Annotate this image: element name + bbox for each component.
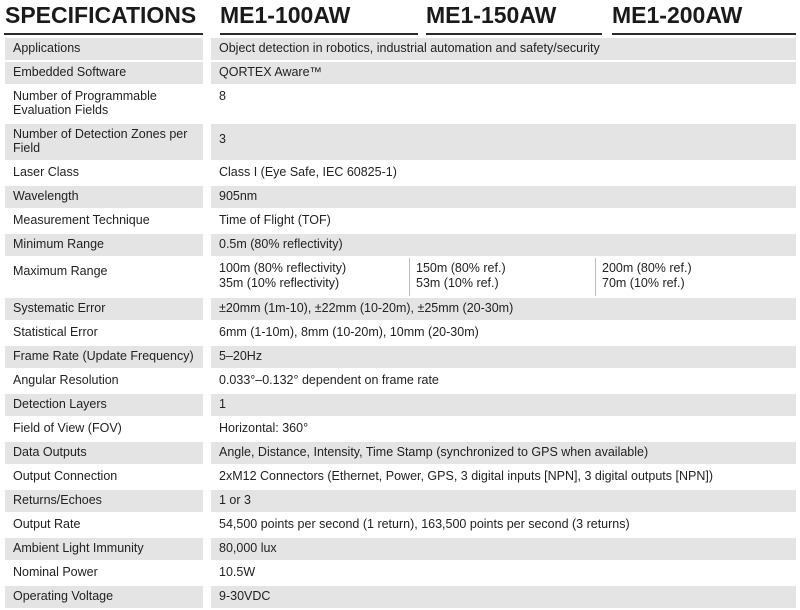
row-label: Number of Detection Zones per Field [13, 127, 188, 155]
row-label: Angular Resolution [13, 373, 119, 387]
model-underline-150aw [426, 33, 602, 35]
spec-table [5, 38, 796, 610]
row-value-split [203, 258, 796, 296]
table-row [5, 210, 796, 234]
row-value: 80,000 lux [203, 538, 796, 560]
row-label: Output Connection [13, 469, 118, 483]
row-value: QORTEX Aware™ [203, 62, 796, 84]
table-row [5, 258, 796, 298]
row-value: 905nm [203, 186, 796, 208]
table-row [5, 514, 796, 538]
row-value: Object detection in robotics, industrial automation and safety/security [203, 38, 796, 60]
row-value: 8 [203, 86, 796, 122]
row-label: Statistical Error [13, 325, 98, 339]
max-range-line: 53m (10% ref.) [416, 276, 499, 290]
row-label: Data Outputs [13, 445, 87, 459]
table-row [5, 562, 796, 586]
table-row [5, 298, 796, 322]
row-label: Minimum Range [13, 237, 105, 251]
specifications-title: SPECIFICATIONS [5, 2, 197, 28]
row-label: Embedded Software [13, 65, 127, 79]
row-value: 3 [203, 124, 796, 160]
table-row [5, 370, 796, 394]
table-row [5, 234, 796, 258]
table-row [5, 418, 796, 442]
row-label: Maximum Range [13, 264, 108, 278]
table-row [5, 86, 796, 124]
row-label: Wavelength [13, 189, 79, 203]
model-heading-200aw: ME1-200AW [612, 2, 743, 28]
row-value: 1 [203, 394, 796, 416]
table-row [5, 62, 796, 86]
row-label: Field of View (FOV) [13, 421, 122, 435]
row-label: Returns/Echoes [13, 493, 102, 507]
table-row [5, 586, 796, 610]
row-label: Measurement Technique [13, 213, 150, 227]
max-range-200aw [595, 258, 796, 296]
row-label: Ambient Light Immunity [13, 541, 144, 555]
row-value: 5–20Hz [203, 346, 796, 368]
row-value: Horizontal: 360° [203, 418, 796, 440]
row-value: Class I (Eye Safe, IEC 60825-1) [203, 162, 796, 184]
title-underline [4, 33, 203, 35]
table-row [5, 346, 796, 370]
table-row [5, 490, 796, 514]
model-underline-100aw [220, 33, 418, 35]
row-value: 10.5W [203, 562, 796, 584]
table-row [5, 162, 796, 186]
max-range-100aw [211, 258, 409, 296]
max-range-line: 70m (10% ref.) [602, 276, 685, 290]
row-label: Applications [13, 41, 81, 55]
row-label: Systematic Error [13, 301, 106, 315]
table-row [5, 322, 796, 346]
row-value: 0.5m (80% reflectivity) [203, 234, 796, 256]
table-row [5, 124, 796, 162]
row-value: Angle, Distance, Intensity, Time Stamp (synchronized to GPS when available) [203, 442, 796, 464]
spec-header [0, 0, 800, 34]
model-underline-200aw [612, 33, 796, 35]
table-row [5, 394, 796, 418]
max-range-line: 100m (80% reflectivity) [219, 261, 347, 275]
row-label: Operating Voltage [13, 589, 114, 603]
row-value: 0.033°–0.132° dependent on frame rate [203, 370, 796, 392]
row-value: 2xM12 Connectors (Ethernet, Power, GPS, 3 digital inputs [NPN], 3 digital outputs [NPN]) [203, 466, 796, 488]
model-heading-100aw: ME1-100AW [220, 2, 351, 28]
row-label: Nominal Power [13, 565, 98, 579]
max-range-150aw [409, 258, 595, 296]
row-label: Frame Rate (Update Frequency) [13, 349, 194, 363]
max-range-line: 200m (80% ref.) [602, 261, 692, 275]
table-row [5, 442, 796, 466]
max-range-line: 150m (80% ref.) [416, 261, 506, 275]
row-value: 6mm (1-10m), 8mm (10-20m), 10mm (20-30m) [203, 322, 796, 344]
row-label: Detection Layers [13, 397, 107, 411]
table-row [5, 466, 796, 490]
row-value: 54,500 points per second (1 return), 163,500 points per second (3 returns) [203, 514, 796, 536]
row-value: ±20mm (1m-10), ±22mm (10-20m), ±25mm (20-30m) [203, 298, 796, 320]
table-row [5, 186, 796, 210]
table-row [5, 38, 796, 62]
row-label: Output Rate [13, 517, 81, 531]
row-value: Time of Flight (TOF) [203, 210, 796, 232]
row-label: Number of Programmable Evaluation Fields [13, 89, 157, 117]
row-label: Laser Class [13, 165, 79, 179]
max-range-line: 35m (10% reflectivity) [219, 276, 340, 290]
row-value: 9-30VDC [203, 586, 796, 608]
row-value: 1 or 3 [203, 490, 796, 512]
model-heading-150aw: ME1-150AW [426, 2, 557, 28]
table-row [5, 538, 796, 562]
